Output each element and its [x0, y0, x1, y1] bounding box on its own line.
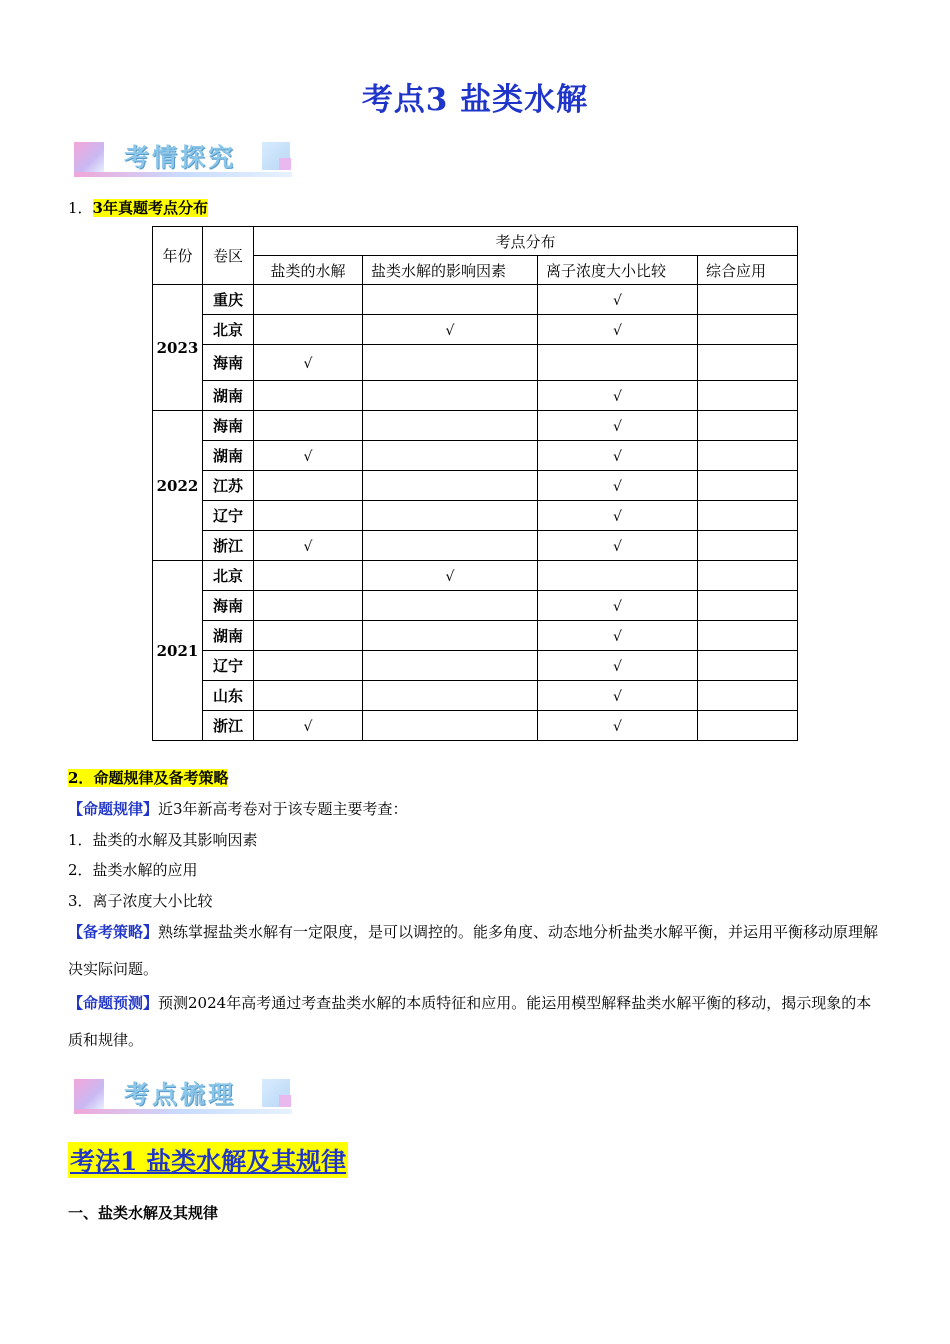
region-cell: 湖南: [203, 381, 254, 411]
check-cell: [538, 711, 698, 741]
check-cell: [363, 651, 538, 681]
table-row: [153, 501, 798, 531]
check-mark-icon: √: [303, 448, 313, 465]
section-label: 3年真题考点分布: [92, 199, 208, 217]
check-cell: [363, 531, 538, 561]
check-cell: [698, 471, 798, 501]
header-region: 卷区: [203, 227, 254, 285]
check-cell: [698, 441, 798, 471]
table-row: [153, 591, 798, 621]
check-mark-icon: √: [613, 322, 622, 339]
region-cell: 重庆: [203, 285, 254, 315]
check-cell: [363, 285, 538, 315]
check-cell: [698, 411, 798, 441]
decor-square-icon: [279, 1095, 291, 1107]
header-col: 盐类水解的影响因素: [363, 256, 538, 285]
header-year: 年份: [153, 227, 203, 285]
section-number: 2．: [68, 769, 94, 787]
check-cell: [538, 651, 698, 681]
region-cell: 山东: [203, 681, 254, 711]
check-cell: [698, 681, 798, 711]
check-cell: [698, 621, 798, 651]
check-cell: [363, 681, 538, 711]
list-item: 1．盐类的水解及其影响因素: [68, 831, 258, 849]
check-mark-icon: √: [613, 508, 622, 525]
year-cell: 2022: [153, 411, 203, 561]
check-cell: [538, 471, 698, 501]
strategy-tag: 【备考策略】: [68, 923, 159, 941]
table-row: [153, 285, 798, 315]
header-col: 综合应用: [698, 256, 798, 285]
check-cell: [254, 531, 363, 561]
page-title: 考点3 盐类水解: [361, 82, 589, 118]
check-cell: [698, 315, 798, 345]
check-cell: [254, 471, 363, 501]
check-cell: [698, 531, 798, 561]
check-cell: [538, 315, 698, 345]
table-row: [153, 315, 798, 345]
section-banner-key-points: [72, 1073, 294, 1121]
check-cell: [363, 441, 538, 471]
method-heading: 考法1 盐类水解及其规律: [68, 1142, 348, 1178]
check-cell: [254, 651, 363, 681]
table-row: [153, 711, 798, 741]
check-mark-icon: √: [613, 718, 622, 735]
year-cell: 2023: [153, 285, 203, 411]
check-mark-icon: √: [303, 538, 313, 555]
check-cell: [698, 711, 798, 741]
list-item: 3．离子浓度大小比较: [68, 892, 213, 910]
check-cell: [538, 501, 698, 531]
check-mark-icon: √: [613, 418, 622, 435]
check-cell: [538, 381, 698, 411]
check-cell: [363, 381, 538, 411]
check-cell: [698, 501, 798, 531]
table-row: [153, 345, 798, 381]
decor-square-icon: [279, 158, 291, 170]
table-row: [153, 441, 798, 471]
table-row: [153, 681, 798, 711]
check-cell: [254, 345, 363, 381]
check-mark-icon: √: [303, 718, 313, 735]
check-cell: [698, 285, 798, 315]
check-mark-icon: √: [613, 658, 622, 675]
check-cell: [254, 711, 363, 741]
check-cell: [254, 411, 363, 441]
region-cell: 北京: [203, 561, 254, 591]
rule-tag: 【命题规律】: [68, 800, 159, 818]
list-item: 2．盐类水解的应用: [68, 861, 198, 879]
check-mark-icon: √: [613, 538, 622, 555]
header-col: 离子浓度大小比较: [538, 256, 698, 285]
check-cell: [538, 285, 698, 315]
check-mark-icon: √: [445, 568, 455, 585]
check-mark-icon: √: [613, 478, 622, 495]
check-cell: [538, 411, 698, 441]
check-cell: [254, 681, 363, 711]
strategy-paragraph: [68, 914, 883, 988]
region-cell: 江苏: [203, 471, 254, 501]
check-cell: [254, 501, 363, 531]
check-cell: [363, 711, 538, 741]
section-number: 1．: [68, 199, 93, 217]
check-cell: [254, 591, 363, 621]
check-mark-icon: √: [613, 448, 622, 465]
decor-square-icon: [74, 1079, 104, 1109]
decor-square-icon: [74, 142, 104, 172]
check-mark-icon: √: [613, 598, 622, 615]
forecast-paragraph: [68, 985, 883, 1059]
region-cell: 北京: [203, 315, 254, 345]
check-cell: [363, 315, 538, 345]
banner-label: 考情探究: [124, 143, 237, 172]
check-cell: [538, 591, 698, 621]
region-cell: 湖南: [203, 441, 254, 471]
table-row: [153, 651, 798, 681]
subheading: 一、盐类水解及其规律: [68, 1204, 219, 1222]
check-cell: [363, 411, 538, 441]
table-row: [153, 621, 798, 651]
check-mark-icon: √: [445, 322, 455, 339]
year-cell: 2021: [153, 561, 203, 741]
region-cell: 浙江: [203, 711, 254, 741]
strategy-text: 熟练掌握盐类水解有一定限度，是可以调控的。能多角度、动态地分析盐类水解平衡，并运用平衡移动原理解决实际问题。: [68, 923, 879, 978]
region-cell: 海南: [203, 345, 254, 381]
check-cell: [254, 381, 363, 411]
check-cell: [698, 345, 798, 381]
section-label: 命题规律及备考策略: [93, 769, 229, 787]
table-row: [153, 561, 798, 591]
table-row: [153, 471, 798, 501]
check-cell: [363, 471, 538, 501]
region-cell: 海南: [203, 591, 254, 621]
section-heading-1: [68, 197, 208, 218]
banner-label: 考点梳理: [124, 1080, 237, 1109]
table-row: [153, 531, 798, 561]
check-cell: [363, 591, 538, 621]
check-cell: [538, 441, 698, 471]
region-cell: 辽宁: [203, 651, 254, 681]
check-mark-icon: √: [613, 688, 622, 705]
region-cell: 海南: [203, 411, 254, 441]
check-cell: [254, 315, 363, 345]
forecast-tag: 【命题预测】: [68, 994, 159, 1012]
check-cell: [363, 621, 538, 651]
table-row: [153, 411, 798, 441]
region-cell: 湖南: [203, 621, 254, 651]
check-cell: [254, 621, 363, 651]
distribution-table: [152, 226, 798, 741]
header-col: 盐类的水解: [254, 256, 363, 285]
check-cell: [363, 561, 538, 591]
region-cell: 辽宁: [203, 501, 254, 531]
header-distribution: 考点分布: [254, 227, 798, 256]
check-cell: [363, 345, 538, 381]
check-cell: [254, 441, 363, 471]
check-mark-icon: √: [613, 292, 622, 309]
check-cell: [254, 285, 363, 315]
section-heading-2: [68, 767, 228, 788]
forecast-text: 预测2024年高考通过考查盐类水解的本质特征和应用。能运用模型解释盐类水解平衡的移动，揭示现象的本质和规律。: [68, 994, 872, 1049]
check-cell: [538, 345, 698, 381]
check-cell: [538, 621, 698, 651]
check-cell: [698, 561, 798, 591]
check-mark-icon: √: [303, 355, 313, 372]
check-cell: [698, 651, 798, 681]
check-cell: [538, 681, 698, 711]
check-mark-icon: √: [613, 628, 622, 645]
check-cell: [698, 381, 798, 411]
check-cell: [538, 531, 698, 561]
table-row: [153, 381, 798, 411]
section-banner-exam-analysis: [72, 136, 294, 184]
check-cell: [698, 591, 798, 621]
check-cell: [254, 561, 363, 591]
check-cell: [538, 561, 698, 591]
check-mark-icon: √: [613, 388, 622, 405]
check-cell: [363, 501, 538, 531]
rule-text: 近3年新高考卷对于该专题主要考查：: [158, 800, 408, 818]
region-cell: 浙江: [203, 531, 254, 561]
rule-line: [68, 798, 408, 819]
